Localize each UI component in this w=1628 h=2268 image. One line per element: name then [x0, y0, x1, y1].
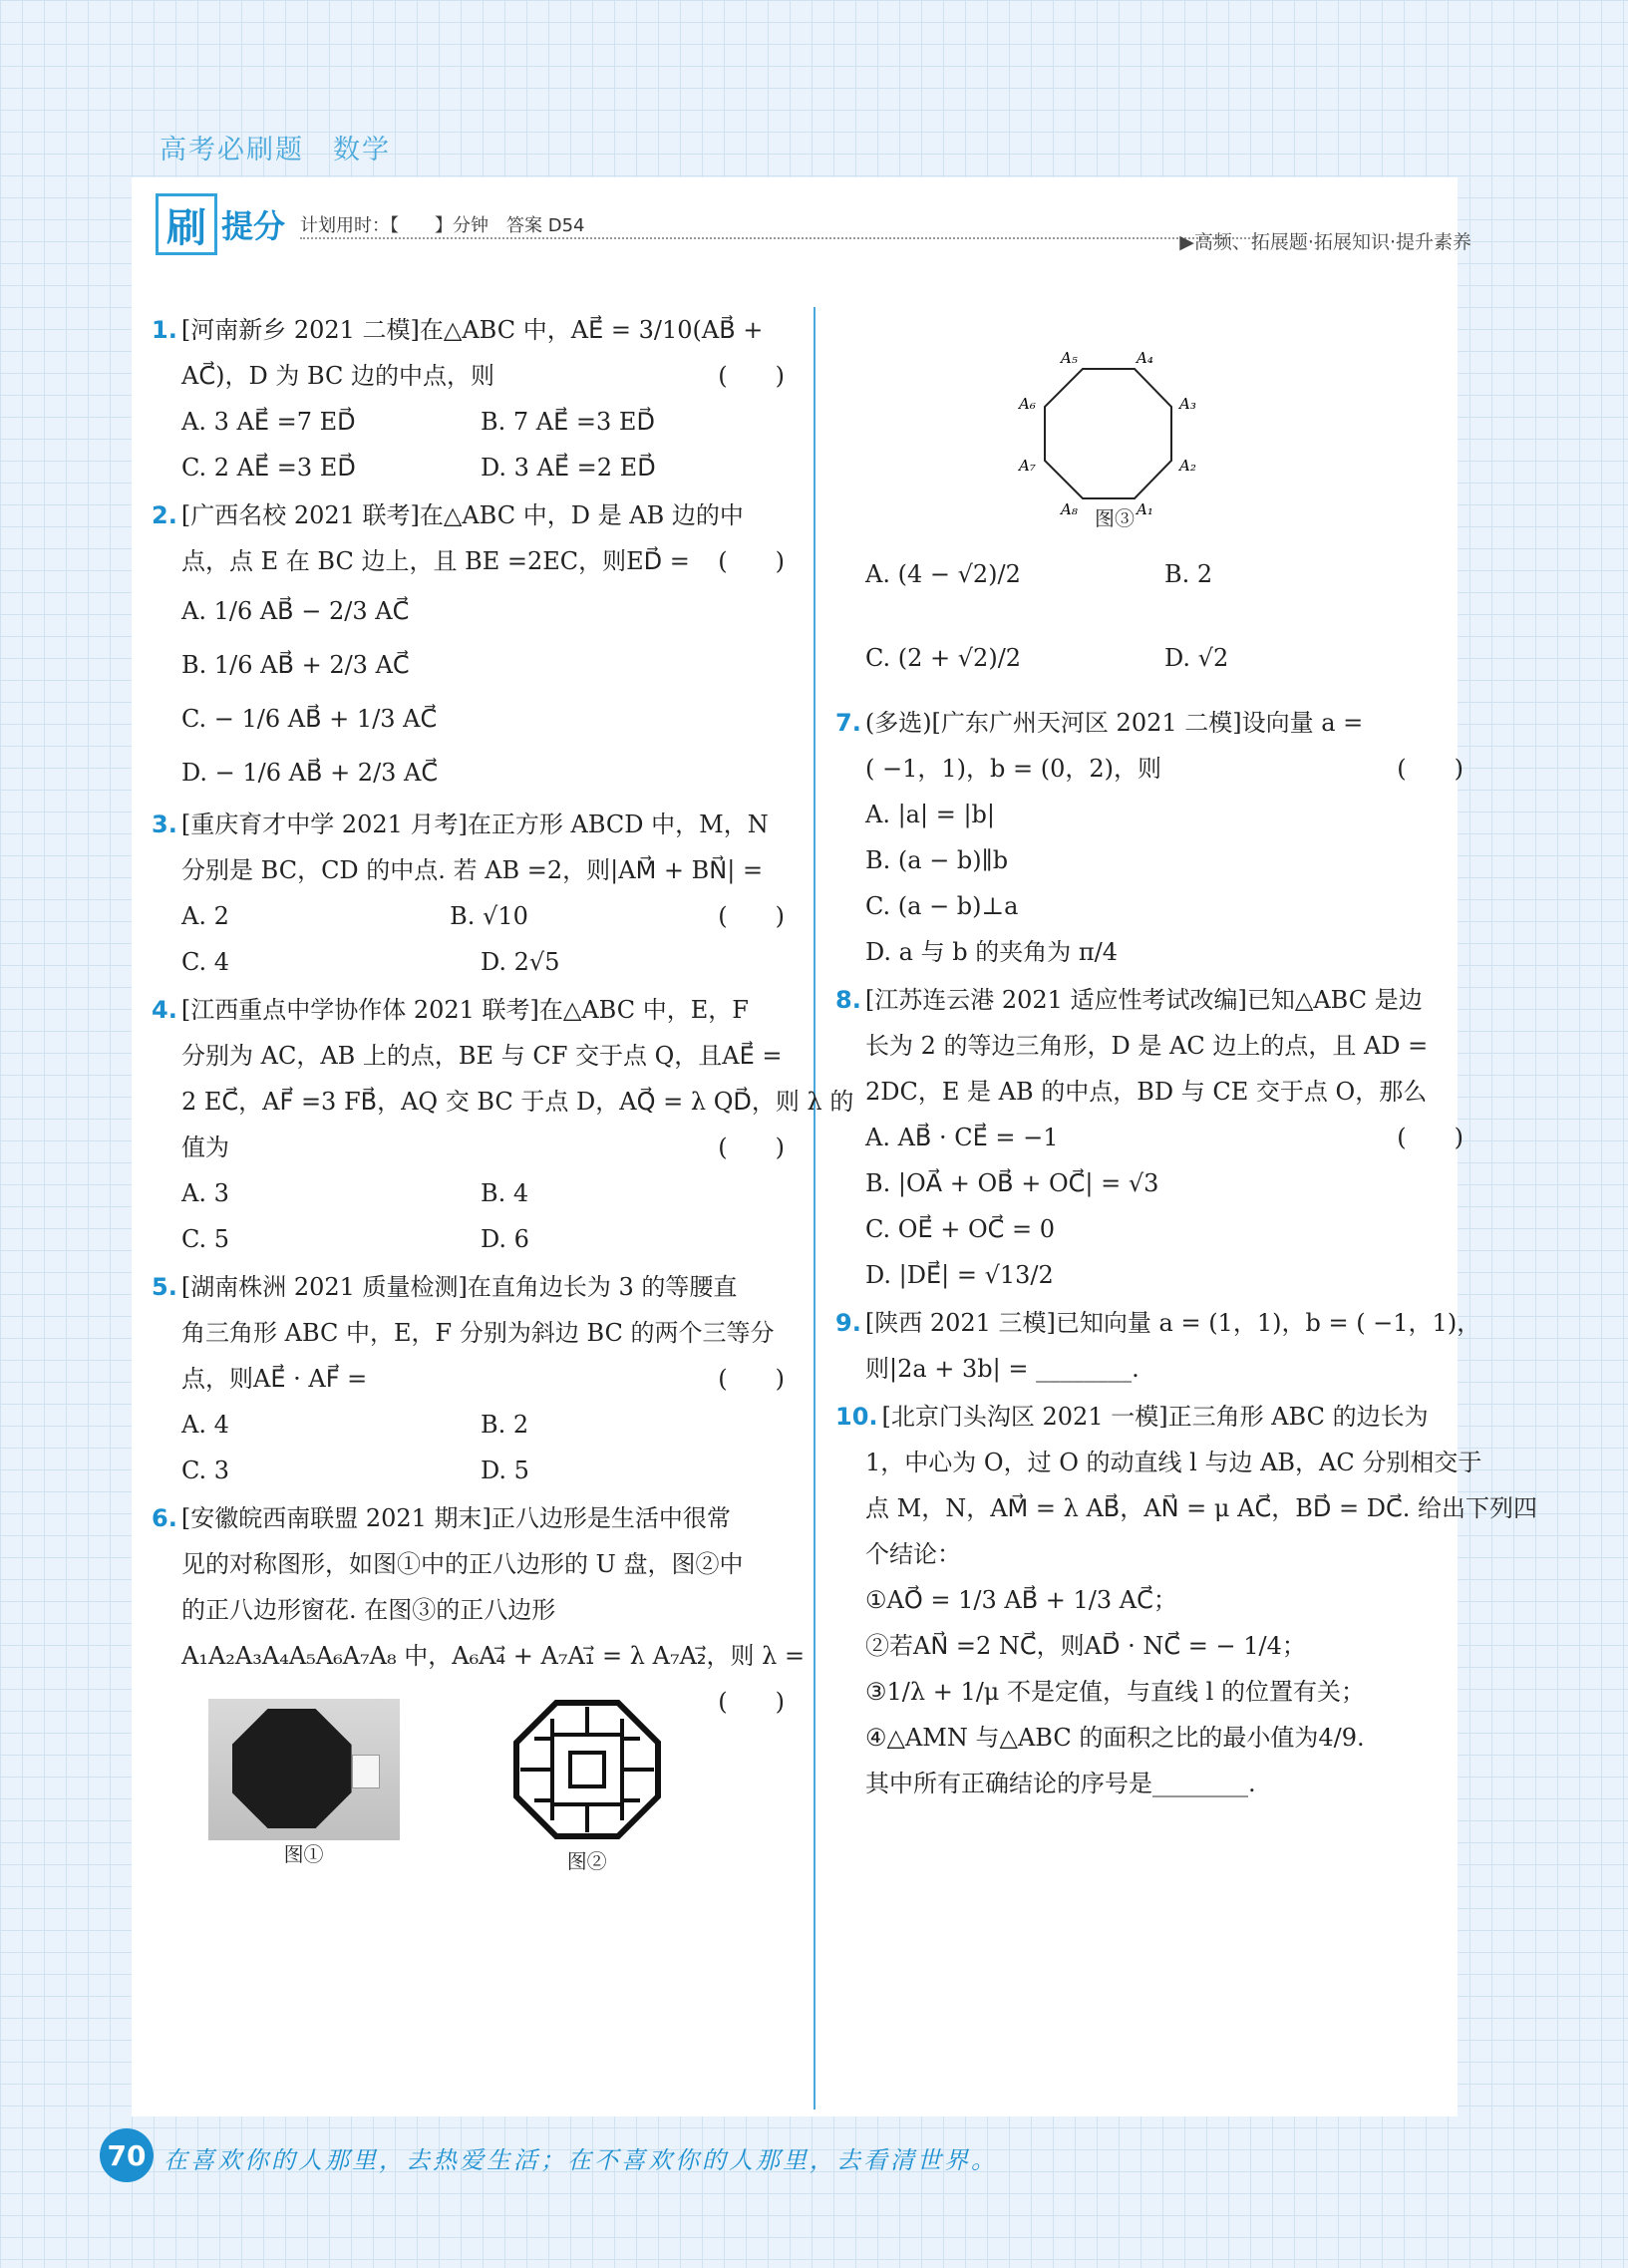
option: C. 2 AE⃗ =3 ED⃗ — [181, 454, 356, 482]
option-row — [181, 893, 718, 939]
option-row — [181, 445, 795, 490]
question — [152, 987, 854, 1262]
right-column — [835, 307, 1537, 1808]
dotted-rule — [300, 237, 1257, 239]
option-row — [865, 616, 1473, 700]
plan-time: 计划用时：【 】分钟 答案 D54 — [300, 215, 585, 236]
question-text: 值为 — [181, 1134, 229, 1161]
answer-bracket: ( ) — [718, 1365, 785, 1393]
option: B. 2 — [481, 1411, 529, 1439]
question-line — [152, 1495, 795, 1541]
question-text: [江西重点中学协作体 2021 联考]在△ABC 中，E，F — [180, 996, 749, 1024]
option: A. 4 — [181, 1411, 229, 1439]
option: ①AO⃗ = 1/3 AB⃗ + 1/3 AC⃗； — [865, 1586, 1177, 1614]
answer-bracket: ( ) — [718, 362, 785, 390]
question-text: [广西名校 2021 联考]在△ABC 中，D 是 AB 边的中 — [180, 501, 744, 529]
option: B. √10 — [450, 902, 528, 930]
options — [835, 1115, 1473, 1298]
question-text: [河南新乡 2021 二模]在△ABC 中，AE⃗ = 3/10(AB⃗ + — [180, 316, 764, 344]
figures-row — [152, 1699, 718, 1875]
question-line — [152, 1264, 795, 1310]
vertex-label: A₁ — [1137, 500, 1153, 516]
option: B. |OA⃗ + OB⃗ + OC⃗| = √3 — [865, 1169, 1159, 1197]
answer-bracket: ( ) — [1397, 1124, 1464, 1151]
option: C. − 1/6 AB⃗ + 1/3 AC⃗ — [181, 705, 438, 733]
option: B. 4 — [481, 1179, 529, 1207]
question-text: 个结论： — [865, 1540, 961, 1568]
question-text: [江苏连云港 2021 适应性考试改编]已知△ABC 是边 — [864, 986, 1423, 1014]
window-lattice-figure — [512, 1699, 662, 1840]
option: D. 2√5 — [481, 948, 560, 976]
option: B. 2 — [1164, 560, 1213, 588]
question-text: 2 EC⃗，AF⃗ =3 FB⃗，AQ 交 BC 于点 D，AQ⃗ = λ QD⃗，则 λ 的 — [181, 1088, 854, 1116]
question-line — [835, 746, 1473, 792]
question-number: 2. — [152, 501, 177, 529]
question-text: A₁A₂A₃A₄A₅A₆A₇A₈ 中，A₆A₄⃗ + A₇A₁⃗ = λ A₇A₂⃗，则 λ = — [181, 1642, 806, 1670]
question-number: 5. — [152, 1273, 177, 1301]
question — [152, 1495, 806, 1716]
option: A. 3 — [181, 1179, 229, 1207]
question-text: 2DC，E 是 AB 的中点，BD 与 CE 交于点 O，那么 — [865, 1078, 1428, 1106]
question-text: 见的对称图形，如图①中的正八边形的 U 盘，图②中 — [181, 1550, 744, 1578]
options — [152, 893, 795, 985]
question-line — [152, 847, 795, 893]
option-row — [181, 1170, 795, 1216]
figure-caption: 图① — [283, 1842, 324, 1866]
option: D. 3 AE⃗ =2 ED⃗ — [481, 454, 656, 482]
question-line — [152, 1033, 795, 1079]
option-row — [181, 939, 795, 985]
options — [152, 1170, 795, 1262]
question-text: [北京门头沟区 2021 一模]正三角形 ABC 的边长为 — [881, 1403, 1429, 1431]
question-text: 分别为 AC，AB 上的点，BE 与 CF 交于点 Q，且AE⃗ = — [181, 1042, 783, 1070]
option: C. (a − b)⊥a — [865, 892, 1019, 920]
question-text: ( −1，1)，b = (0，2)，则 — [865, 755, 1161, 783]
left-column — [152, 307, 854, 1875]
question — [152, 307, 795, 490]
question-line — [835, 700, 1473, 746]
options — [835, 1577, 1473, 1806]
figure-3 — [985, 307, 1244, 532]
question-line — [835, 1069, 1473, 1115]
option: B. 7 AE⃗ =3 ED⃗ — [481, 408, 655, 436]
option: C. OE⃗ + OC⃗ = 0 — [865, 1215, 1056, 1243]
question-line — [152, 802, 795, 847]
options — [152, 584, 795, 800]
section-badge-sub: 提分 — [221, 207, 286, 245]
answer-bracket: ( ) — [718, 1688, 785, 1716]
option-row — [181, 1402, 795, 1448]
vertex-label: A₃ — [1179, 395, 1196, 413]
option: D. − 1/6 AB⃗ + 2/3 AC⃗ — [181, 759, 439, 787]
question — [152, 492, 795, 800]
question-text: 1，中心为 O，过 O 的动直线 l 与边 AB，AC 分别相交于 — [865, 1449, 1482, 1476]
question-line — [835, 1531, 1473, 1577]
option: D. 6 — [481, 1225, 529, 1253]
question — [835, 1300, 1481, 1392]
question-number: 9. — [835, 1309, 861, 1337]
question-line — [152, 353, 795, 399]
question-text: 的正八边形窗花. 在图③的正八边形 — [181, 1596, 556, 1624]
question-text: 分别是 BC，CD 的中点. 若 AB =2，则|AM⃗ + BN⃗| = — [181, 856, 764, 884]
question-number: 10. — [835, 1403, 878, 1431]
option: A. 1/6 AB⃗ − 2/3 AC⃗ — [181, 597, 410, 625]
q6-options — [835, 532, 1473, 700]
option: D. √2 — [1164, 644, 1229, 672]
option: ④△AMN 与△ABC 的面积之比的最小值为4/9. — [865, 1724, 1365, 1752]
question-line — [835, 1023, 1473, 1069]
question-text: 长为 2 的等边三角形，D 是 AC 边上的点，且 AD = — [865, 1032, 1429, 1060]
question-number: 1. — [152, 316, 177, 344]
question-number: 3. — [152, 810, 177, 838]
answer-bracket: ( ) — [718, 547, 785, 575]
page-footer — [100, 2128, 1456, 2190]
option-row — [181, 1216, 795, 1262]
question-line — [835, 1394, 1473, 1440]
option: C. (2 + √2)/2 — [865, 644, 1022, 672]
options — [152, 399, 795, 490]
column-divider — [814, 307, 815, 2109]
question-number: 8. — [835, 986, 861, 1014]
question — [835, 700, 1473, 975]
question-line — [835, 1300, 1481, 1346]
section-badge: 刷 — [156, 193, 217, 255]
question-line — [835, 977, 1473, 1023]
question-text: 角三角形 ABC 中，E，F 分别为斜边 BC 的两个三等分 — [181, 1319, 775, 1347]
option: C. 3 — [181, 1457, 230, 1484]
question-line — [152, 492, 795, 538]
question — [835, 977, 1473, 1298]
option: C. 4 — [181, 948, 230, 976]
book-title: 高考必刷题 数学 — [160, 135, 391, 165]
question-line — [152, 1079, 854, 1125]
question-line — [152, 1310, 795, 1356]
vertex-label: A₇ — [1019, 457, 1036, 475]
vertex-label: A₆ — [1019, 395, 1036, 413]
option-row — [181, 1448, 795, 1493]
figure-1 — [208, 1699, 400, 1875]
option-row — [181, 399, 795, 445]
usb-octagon — [232, 1709, 352, 1828]
question — [152, 1264, 795, 1493]
question-text: [安徽皖西南联盟 2021 期末]正八边形是生活中很常 — [180, 1504, 731, 1532]
question-text: 点 M，N，AM⃗ = λ AB⃗，AN⃗ = μ AC⃗，BD⃗ = DC⃗. 给出下列四 — [865, 1494, 1537, 1522]
figure-caption: 图③ — [1095, 506, 1135, 530]
question-line — [152, 1356, 795, 1402]
section-header — [156, 189, 1471, 269]
answer-bracket: ( ) — [718, 1134, 785, 1161]
figure-2 — [512, 1699, 662, 1875]
question — [152, 802, 795, 985]
section-tagline: ▶高频、拓展题·拓展知识·提升素养 — [1179, 231, 1471, 253]
question-line — [152, 987, 795, 1033]
option-row — [865, 532, 1473, 616]
question — [835, 1394, 1537, 1806]
option: C. 5 — [181, 1225, 230, 1253]
vertex-label: A₄ — [1137, 349, 1153, 367]
question-line — [152, 1541, 795, 1587]
option: ③1/λ + 1/μ 不是定值，与直线 l 的位置有关； — [865, 1678, 1365, 1706]
vertex-label: A₂ — [1179, 457, 1196, 475]
question-line — [152, 1633, 806, 1679]
question-text: [湖南株洲 2021 质量检测]在直角边长为 3 的等腰直 — [180, 1273, 738, 1301]
vertex-label: A₈ — [1061, 500, 1078, 516]
footer-motto: 在喜欢你的人那里，去热爱生活；在不喜欢你的人那里，去看清世界。 — [163, 2146, 998, 2174]
question-text: 则|2a + 3b| = ________. — [865, 1355, 1140, 1383]
page-number: 70 — [100, 2128, 154, 2182]
question-line — [152, 1587, 795, 1633]
answer-bracket: ( ) — [1397, 755, 1464, 783]
option: A. 3 AE⃗ =7 ED⃗ — [181, 408, 356, 436]
answer-bracket: ( ) — [718, 902, 785, 930]
vertex-label: A₅ — [1061, 349, 1078, 367]
question-text: [重庆育才中学 2021 月考]在正方形 ABCD 中，M，N — [180, 810, 769, 838]
question-line — [152, 307, 795, 353]
option: D. a 与 b 的夹角为 π/4 — [865, 938, 1118, 966]
options — [835, 792, 1473, 975]
option: ②若AN⃗ =2 NC⃗，则AD⃗ · NC⃗ = − 1/4； — [865, 1632, 1306, 1660]
usb-photo — [208, 1699, 400, 1840]
figure-caption: 图② — [566, 1849, 607, 1873]
option: A. (4 − √2)/2 — [865, 560, 1021, 588]
option: A. |a| = |b| — [865, 801, 995, 828]
question-text: AC⃗)，D 为 BC 边的中点，则 — [181, 362, 495, 390]
question-line — [152, 538, 795, 584]
option: D. |DE⃗| = √13/2 — [865, 1261, 1054, 1289]
option: B. (a − b)∥b — [865, 846, 1009, 874]
octagon-figure — [985, 307, 1244, 516]
question-line — [835, 1346, 1473, 1392]
question-line — [152, 1125, 795, 1170]
question-text: (多选)[广东广州天河区 2021 二模]设向量 a = — [864, 709, 1364, 737]
usb-connector — [352, 1755, 380, 1788]
option: A. 2 — [181, 902, 229, 930]
question-text: 点，则AE⃗ · AF⃗ = — [181, 1365, 368, 1393]
question-text: 点，点 E 在 BC 边上，且 BE =2EC，则ED⃗ = — [181, 547, 690, 575]
question-number: 4. — [152, 996, 177, 1024]
question-number: 6. — [152, 1504, 177, 1532]
option: 其中所有正确结论的序号是________. — [865, 1770, 1256, 1797]
question-number: 7. — [835, 709, 861, 737]
octagon-shape — [1045, 369, 1171, 498]
option: A. AB⃗ · CE⃗ = −1 — [865, 1124, 1059, 1151]
option: B. 1/6 AB⃗ + 2/3 AC⃗ — [181, 651, 410, 679]
option: D. 5 — [481, 1457, 529, 1484]
question-line — [835, 1440, 1482, 1485]
question-line — [835, 1485, 1537, 1531]
options — [152, 1402, 795, 1493]
question-text: [陕西 2021 三模]已知向量 a = (1，1)，b = ( −1，1)， — [864, 1309, 1481, 1337]
